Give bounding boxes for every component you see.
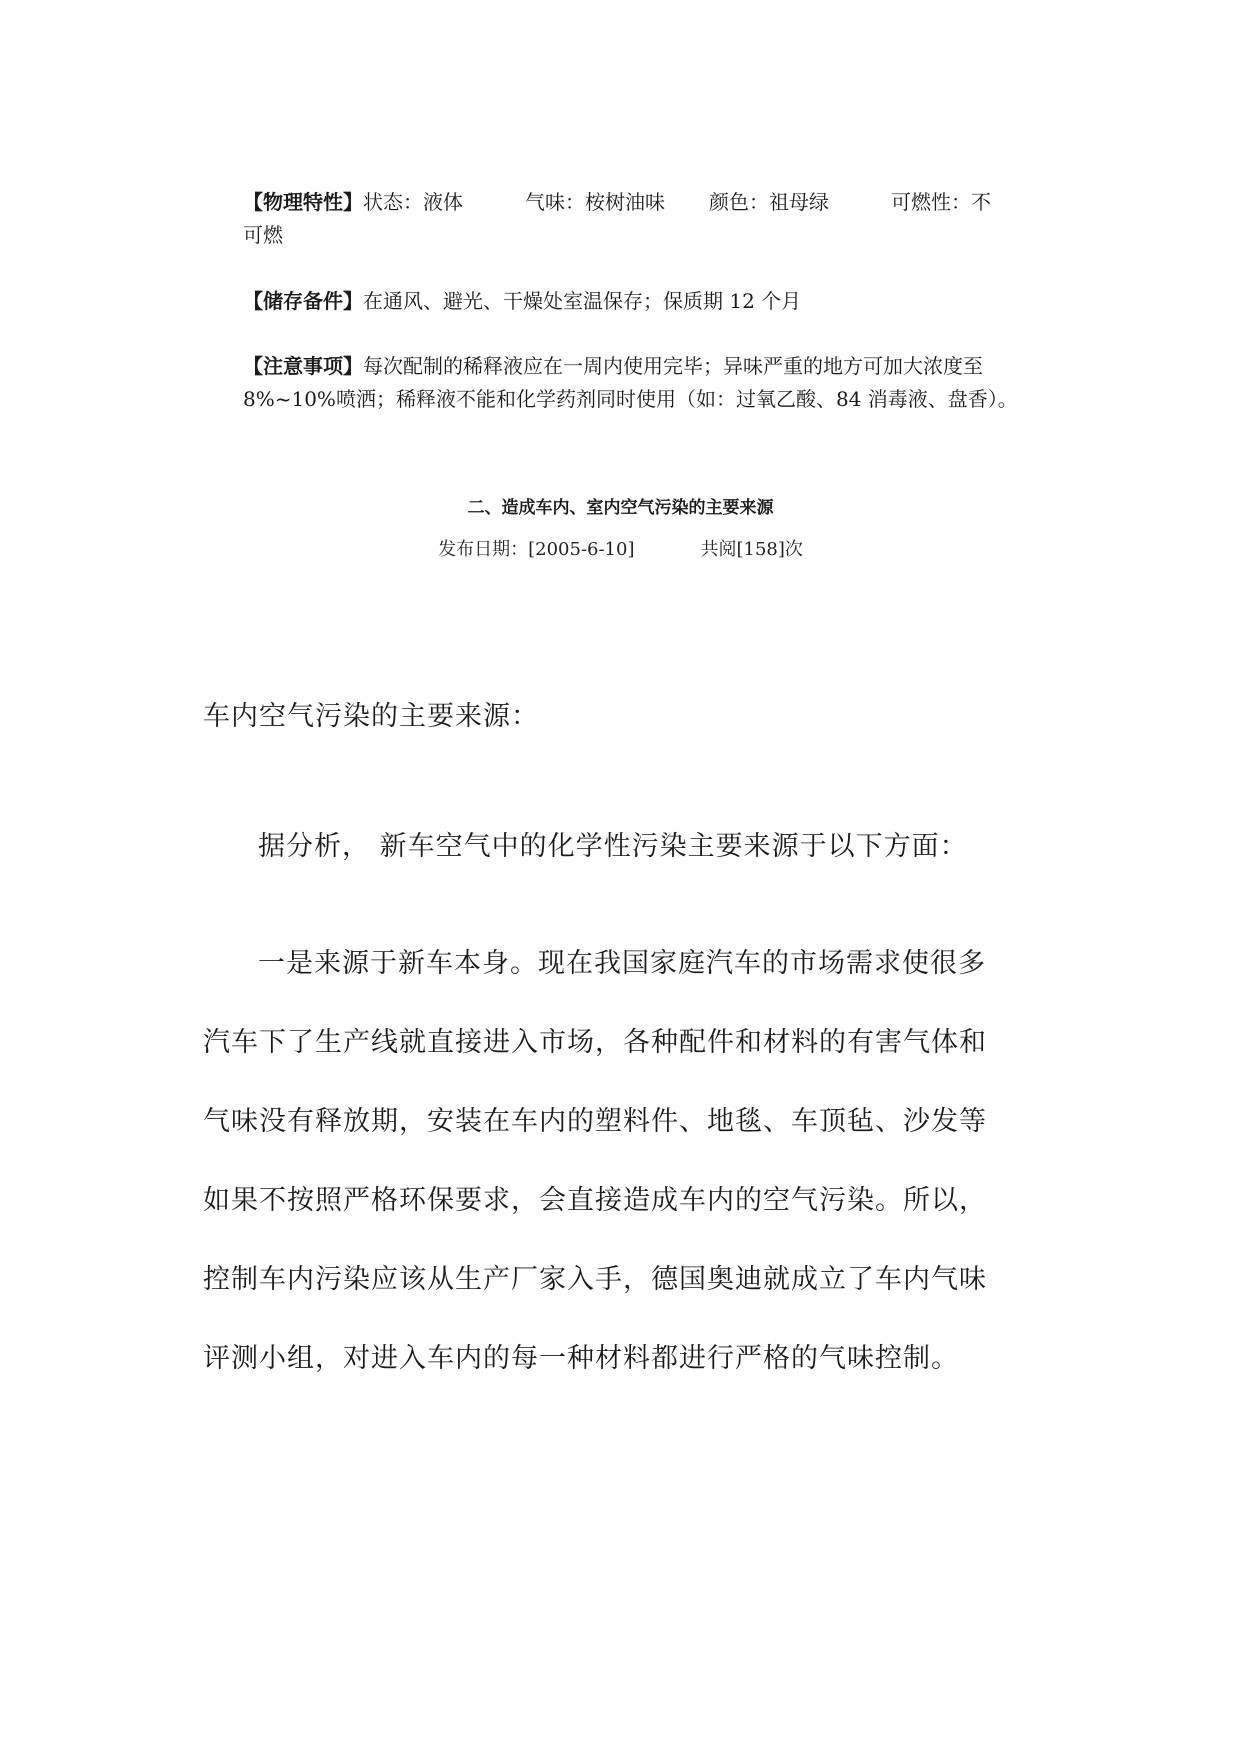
spec-flammability: 可燃性：不 xyxy=(891,190,991,214)
publish-date: 发布日期：[2005-6-10] xyxy=(438,539,635,560)
spec-tag-physical: 【物理特性】 xyxy=(243,190,363,214)
body-line: 控制车内污染应该从生产厂家入手，德国奥迪就成立了车内气味 xyxy=(203,1264,987,1295)
spec-flammability-cont: 可燃 xyxy=(243,223,283,247)
body-line: 汽车下了生产线就直接进入市场，各种配件和材料的有害气体和 xyxy=(203,1027,987,1058)
spec-storage-conditions xyxy=(243,285,1055,318)
spec-storage-text: 在通风、避光、干燥处室温保存；保质期 12 个月 xyxy=(363,289,802,313)
spec-notes-line2: 8%~10%喷洒；稀释液不能和化学药剂同时使用（如：过氧乙酸、84 消毒液、盘香）。 xyxy=(243,387,1018,411)
body-line: 气味没有释放期，安装在车内的塑料件、地毯、车顶毡、沙发等 xyxy=(203,1106,987,1137)
spec-precautions xyxy=(243,350,1055,416)
spec-odor: 气味：桉树油味 xyxy=(525,190,665,214)
spec-tag-storage: 【储存备件】 xyxy=(243,289,363,313)
article-title: 二、造成车内、室内空气污染的主要来源 xyxy=(467,498,774,518)
body-line: 如果不按照严格环保要求，会直接造成车内的空气污染。所以， xyxy=(203,1185,987,1216)
spec-state: 状态：液体 xyxy=(363,190,463,214)
lead-paragraph: 据分析， 新车空气中的化学性污染主要来源于以下方面： xyxy=(258,831,968,862)
spec-tag-notes: 【注意事项】 xyxy=(243,354,363,378)
body-paragraph xyxy=(203,944,1033,1418)
article-meta xyxy=(0,535,1241,561)
body-line: 一是来源于新车本身。现在我国家庭汽车的市场需求使很多 xyxy=(258,948,986,979)
body-line: 评测小组，对进入车内的每一种材料都进行严格的气味控制。 xyxy=(203,1343,959,1374)
spec-notes-line1: 每次配制的稀释液应在一周内使用完毕；异味严重的地方可加大浓度至 xyxy=(363,354,983,378)
spec-physical-properties xyxy=(243,186,1055,252)
section-heading: 车内空气污染的主要来源： xyxy=(203,701,539,732)
spec-color: 颜色：祖母绿 xyxy=(709,190,829,214)
view-count: 共阅[158]次 xyxy=(700,539,803,560)
